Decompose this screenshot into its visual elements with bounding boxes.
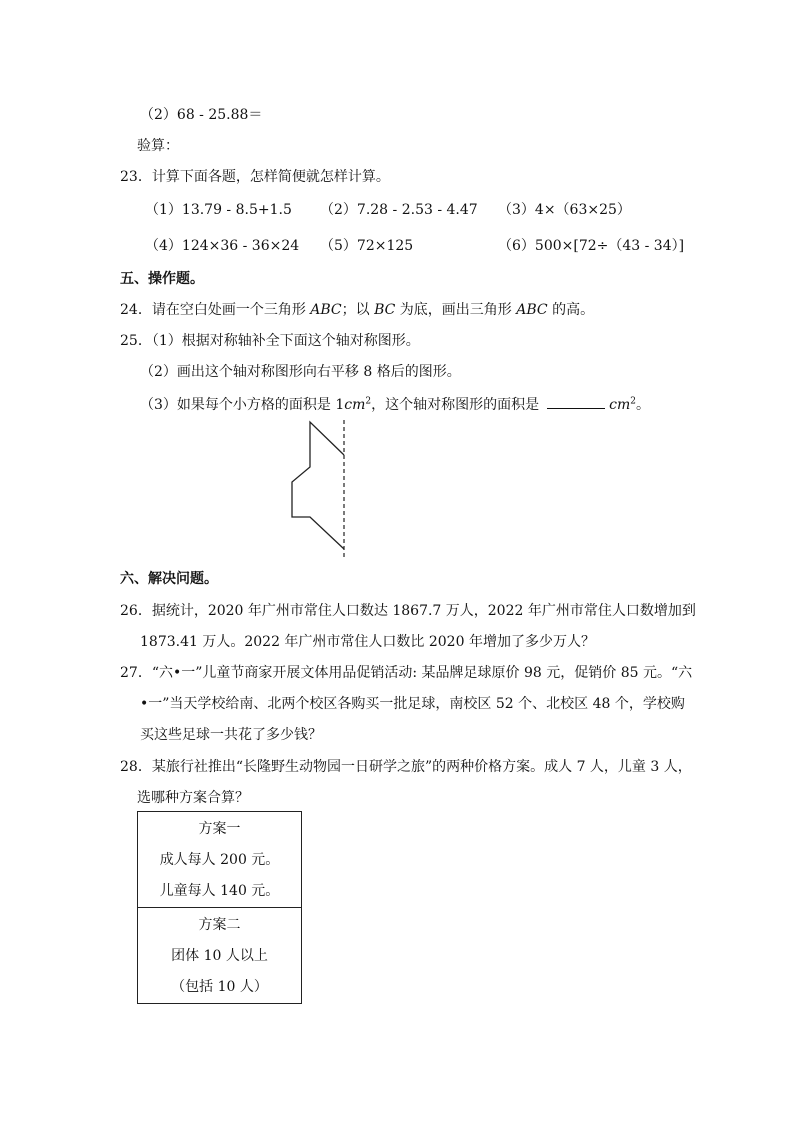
plan-two	[138, 907, 301, 1003]
plan-one-line-2: 儿童每人 140 元。	[159, 883, 280, 899]
q23-item-3: （3）4×（63×25）	[498, 202, 631, 218]
price-plans-table	[137, 811, 302, 1004]
symmetric-figure-diagram	[270, 415, 360, 563]
q23-item-1: （1）13.79 - 8.5+1.5	[145, 202, 292, 218]
plan-one	[138, 814, 301, 907]
q25-part2: （2）画出这个轴对称图形向右平移 8 格后的图形。	[140, 364, 461, 380]
q26-line-2: 1873.41 万人。2022 年广州市常住人口数比 2020 年增加了多少万人？	[140, 634, 595, 650]
half-figure-outline	[292, 422, 344, 549]
q23-item-6: （6）500×[72÷（43 - 34）]	[498, 238, 685, 254]
q27-line-3: 买这些足球一共花了多少钱？	[140, 727, 322, 743]
q23-item-5: （5）72×125	[320, 238, 414, 254]
plan-one-title: 方案一	[198, 821, 241, 837]
q28-line-2: 选哪种方案合算？	[137, 790, 249, 806]
q27-line-2: •一”当天学校给南、北两个校区各购买一批足球，南校区 52 个、北校区 48 个，学校购	[140, 696, 685, 712]
q28-line-1: 28．某旅行社推出“长隆野生动物园一日研学之旅”的两种价格方案。成人 7 人，儿童 3 人，	[120, 759, 692, 775]
plan-two-title: 方案二	[198, 917, 241, 933]
q23-stem: 23．计算下面各题，怎样简便就怎样计算。	[120, 169, 390, 185]
q23-item-2: （2）7.28 - 2.53 - 4.47	[320, 202, 478, 218]
q27-line-1: 27．“六•一”儿童节商家开展文体用品促销活动: 某品牌足球原价 98 元，促销价 85 元。“六	[120, 665, 693, 681]
q25-part1: 25．（1）根据对称轴补全下面这个轴对称图形。	[120, 333, 420, 349]
q22-part2: （2）68 - 25.88＝	[140, 107, 263, 123]
q26-line-1: 26．据统计，2020 年广州市常住人口数达 1867.7 万人，2022 年广州市常住人口数增加到	[120, 603, 696, 619]
plan-two-line-2: （包括 10 人）	[171, 979, 268, 995]
plan-two-line-1: 团体 10 人以上	[171, 948, 268, 964]
section-5-heading: 五、操作题。	[120, 271, 204, 287]
section-6-heading: 六、解决问题。	[120, 571, 218, 587]
plan-one-line-1: 成人每人 200 元。	[159, 852, 280, 868]
q25-part3: （3）如果每个小方格的面积是 $1cm^2$，这个轴对称图形的面积是 $cm^2$。	[140, 396, 650, 413]
answer-blank[interactable]	[547, 396, 605, 409]
verify-label: 验算：	[137, 138, 179, 154]
q24-text: 24．请在空白处画一个三角形 ABC；以 BC 为底，画出三角形 ABC 的高。	[120, 302, 595, 318]
q23-item-4: （4）124×36 - 36×24	[145, 238, 300, 254]
